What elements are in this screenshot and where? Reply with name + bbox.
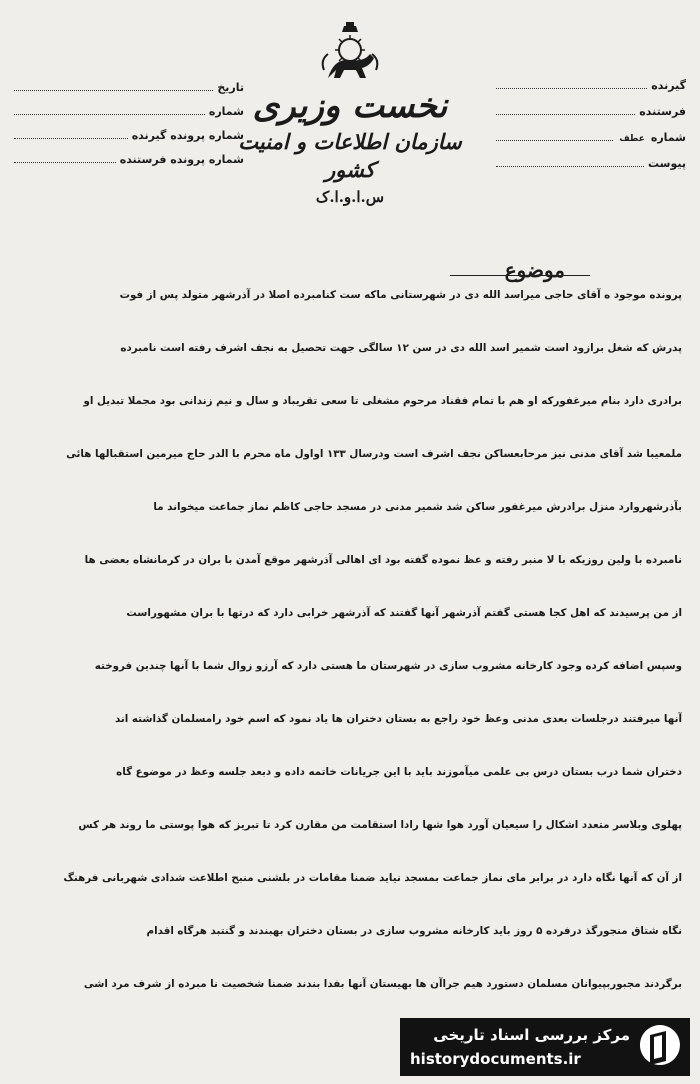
watermark-title: مرکز بررسی اسناد تاریخی [433, 1026, 630, 1044]
field-label: شماره [650, 131, 686, 144]
organization-name: سازمان اطلاعات و امنیت کشور [238, 129, 462, 182]
body-line: بآذرشهروارد منزل برادرش میرغفور ساکن شد شمیر مدنی در مسجد حاجی کاظم نماز جماعت میخواند ما [153, 500, 682, 513]
field-label: گیرنده [651, 79, 686, 92]
field-line [14, 161, 116, 163]
lion-and-sun-emblem-icon [318, 20, 382, 86]
field-letter-number [14, 94, 244, 118]
header-right-fields [496, 66, 686, 170]
reference-stamp: عطف [619, 134, 645, 144]
field-label: پیوست [648, 157, 686, 170]
body-line: نگاه شتاق منجورگذ درفرده ۵ روز باید کارخانه مشروب سازی در بستان دختران بهبندند و گنتبد هرگاه اقدام [146, 924, 682, 937]
body-line: پرونده موجود ه آقای حاجی میراسد الله دی در شهرستانی ماکه ست کنامبرده اصلا در آذرشهر متولد پس از فوت [119, 288, 682, 301]
watermark-banner [400, 1018, 690, 1076]
field-line [14, 113, 205, 115]
body-line: از من پرسیدند که اهل کجا هستی گفتم آذرشهر آنها گفتند که آذرشهر خرابی دارد که درتها با بران مشهوراست [126, 606, 682, 619]
field-sender-file [14, 142, 244, 166]
field-label: شماره پرونده گیرنده [131, 129, 244, 142]
body-line: آنها میرفتند درجلسات بعدی مدنی وعظ خود راجع به بستان دختران ها یاد نمود که اسم خود رامسلمان گذاشته اند [114, 712, 682, 725]
field-line [496, 139, 613, 141]
field-label: تاریخ [217, 81, 244, 94]
history-documents-logo-icon [638, 1023, 682, 1071]
letter-body [22, 268, 682, 1010]
body-line: دختران شما درب بستان درس بی علمی میآموزند باید با این جریانات خاتمه داده و دبعد جلسه وعظ در موضوع گاه [116, 765, 682, 778]
subject-label: موضوع [504, 258, 565, 282]
watermark-url: historydocuments.ir [410, 1050, 581, 1068]
header-left-fields [14, 70, 244, 166]
field-label: شماره [208, 105, 244, 118]
field-recipient-file [14, 118, 244, 142]
body-line: وسپس اضافه کرده وجود کارخانه مشروب سازی در شهرستان ما هستی دارد که آرزو زوال شما با آنها چندین فروخته [94, 659, 682, 672]
field-line [14, 137, 128, 139]
body-line: ملمعیبا شد آقای مدنی نیز مرحابعساکن نجف اشرف است ودرسال ۱۳۳ اواول ماه محرم با الدر حاج میرمین استقبالها هائی [66, 447, 682, 460]
body-line: نامبرده با ولین روزیکه با لا منبر رفته و عظ نموده گفته بود ای اهالی آذرشهر موقع آمدن با بران در کرمانشاه بعضی ها [84, 553, 682, 566]
document-title: نخست وزیری [252, 86, 448, 126]
letterhead [230, 20, 470, 206]
field-line [496, 113, 635, 115]
body-line: برگردند مجبوربپیوانان مسلمان دستورد هیم جراآن ها بهیستان آنها بفدا بندند ضمنا شخصیت نا مبرده از شرف مرد اشی [83, 977, 682, 990]
field-sender [496, 92, 686, 118]
body-line: از آن که آنها نگاه دارد در برابر مای نماز جماعت بمسجد نیاید ضمنا مقامات در بلشنی منبح اطلاعت شدادی شهربانی فرهنگ [63, 871, 682, 884]
field-line [14, 89, 213, 91]
field-attachment [496, 144, 686, 170]
body-line: پهلوی وبلاسر متعدد اشکال را سیعیان آورد هوا شها رادا استقامت من مقارن کرد تا تبریز که هوا پوستی ما روند هر کس [78, 818, 682, 831]
field-recipient [496, 66, 686, 92]
field-date [14, 70, 244, 94]
field-line [496, 165, 644, 167]
body-line: پدرش که شغل برازود است شمیر اسد الله دی در سن ۱۲ سالگی جهت تحصیل به نجف اشرف رفته است نامبرده [120, 341, 682, 354]
field-number [496, 118, 686, 144]
field-line [496, 87, 647, 89]
organization-code: س.ا.و.ا.ک [315, 188, 385, 206]
field-label: شماره پرونده فرستنده [119, 153, 244, 166]
body-line: برادری دارد بنام میرغفورکه او هم با تمام فقناد مرحوم مشغلی تا سعی تقریباد و سال و نیم زندانی بود مجملا تبدیل او [83, 394, 682, 407]
field-label: فرستنده [639, 105, 686, 118]
